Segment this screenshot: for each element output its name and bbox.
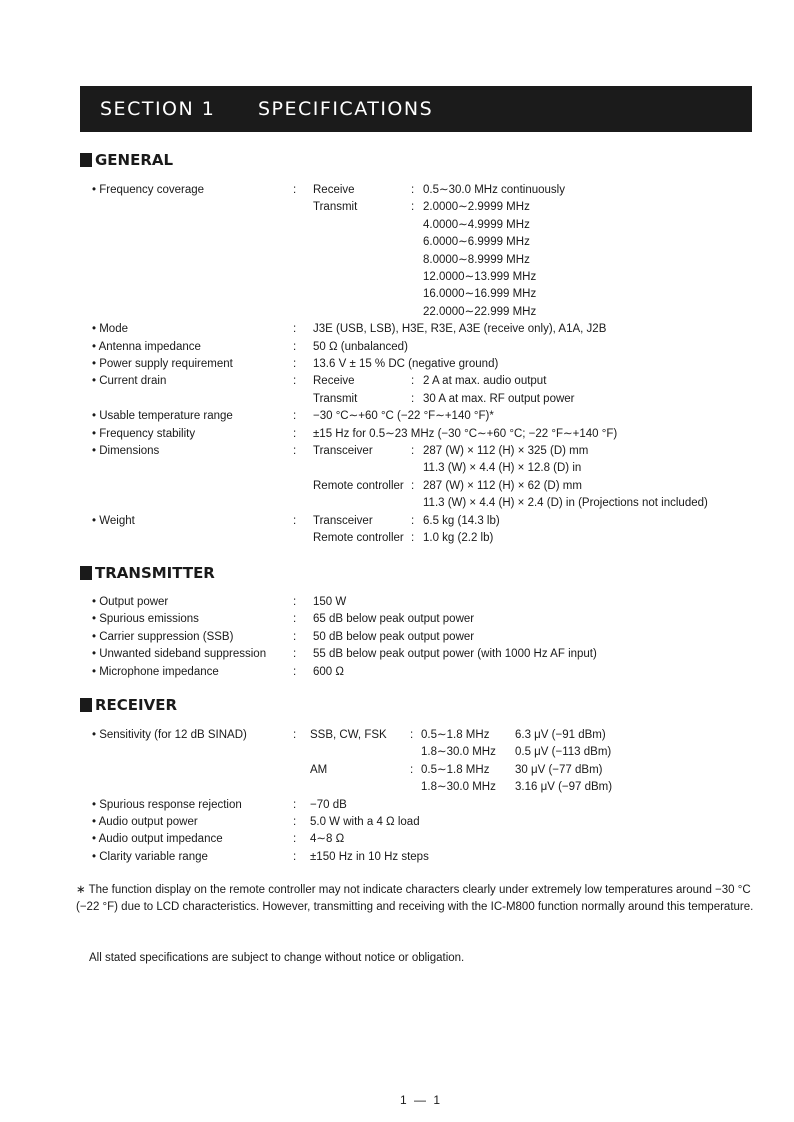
spec-sub-value: 2.0000∼2.9999 MHz bbox=[423, 201, 530, 214]
spec-row bbox=[0, 646, 794, 663]
receiver-heading: RECEIVER bbox=[80, 696, 177, 714]
spec-value: 65 dB below peak output power bbox=[313, 613, 475, 626]
spec-sub-value: 6.0000∼6.9999 MHz bbox=[423, 236, 530, 249]
spec-row bbox=[0, 234, 794, 251]
spec-value: 5.0 W with a 4 Ω load bbox=[310, 816, 420, 828]
spec-row bbox=[0, 356, 794, 373]
spec-colon: : bbox=[293, 850, 297, 863]
spec-row bbox=[0, 664, 794, 681]
spec-sub-value: 4.0000∼4.9999 MHz bbox=[423, 218, 530, 231]
spec-label: • Sensitivity (for 12 dB SINAD) bbox=[92, 729, 247, 741]
spec-label: • Audio output power bbox=[92, 816, 198, 828]
spec-sub-value: 1.8∼30.0 MHz bbox=[421, 746, 496, 759]
spec-value: ±150 Hz in 10 Hz steps bbox=[310, 850, 429, 863]
spec-label: • Usable temperature range bbox=[92, 410, 233, 423]
spec-sub-colon: : bbox=[411, 532, 415, 544]
spec-sub-colon: : bbox=[411, 445, 415, 457]
spec-sub-value: 30 A at max. RF output power bbox=[423, 392, 575, 405]
spec-colon: : bbox=[293, 514, 297, 527]
spec-sub-colon: : bbox=[410, 729, 414, 741]
spec-row bbox=[0, 408, 794, 425]
spec-value: Receive bbox=[313, 184, 355, 196]
spec-colon: : bbox=[293, 665, 297, 678]
disclaimer: All stated specifications are subject to change without notice or obligation. bbox=[89, 952, 465, 964]
spec-colon: : bbox=[293, 184, 297, 196]
spec-row bbox=[0, 443, 794, 460]
spec-label: • Mode bbox=[92, 323, 128, 336]
spec-sub-colon: : bbox=[411, 514, 415, 527]
spec-sub-colon: : bbox=[411, 375, 415, 388]
general-heading: GENERAL bbox=[80, 151, 173, 169]
spec-value: Transmit bbox=[313, 201, 358, 214]
spec-value: SSB, CW, FSK bbox=[310, 729, 387, 741]
spec-label: • Frequency coverage bbox=[92, 184, 205, 196]
spec-row bbox=[0, 252, 794, 269]
spec-sub-value: 2 A at max. audio output bbox=[423, 375, 547, 388]
spec-row bbox=[0, 426, 794, 443]
spec-colon: : bbox=[293, 833, 297, 846]
section-title: SPECIFICATIONS bbox=[258, 98, 434, 120]
spec-row bbox=[0, 831, 794, 848]
temperature-footnote: ∗ The function display on the remote controller may not indicate characters clearly under extremely low temperatures around −30 °C (−22 °F) due to LCD characteristics. However, transmitting and receiving with the IC-M800 function normally around this temperature. bbox=[76, 884, 754, 914]
spec-sub-colon: : bbox=[411, 479, 415, 492]
spec-row bbox=[0, 814, 794, 831]
spec-sub-colon: : bbox=[411, 184, 415, 196]
spec-colon: : bbox=[293, 798, 297, 811]
spec-label: • Dimensions bbox=[92, 445, 160, 457]
spec-label: • Power supply requirement bbox=[92, 358, 233, 370]
spec-label: • Audio output impedance bbox=[92, 833, 223, 846]
spec-colon: : bbox=[293, 375, 297, 388]
spec-row bbox=[0, 762, 794, 779]
spec-sensitivity-value: 0.5 μV (−113 dBm) bbox=[515, 746, 612, 759]
spec-label: • Output power bbox=[92, 596, 169, 608]
spec-row bbox=[0, 849, 794, 866]
spec-row bbox=[0, 629, 794, 646]
spec-sub-value: 1.8∼30.0 MHz bbox=[421, 781, 496, 794]
spec-row bbox=[0, 495, 794, 512]
spec-label: • Spurious response rejection bbox=[92, 798, 242, 811]
spec-sub-value: 11.3 (W) × 4.4 (H) × 2.4 (D) in (Projections not included) bbox=[423, 497, 708, 510]
spec-label: • Frequency stability bbox=[92, 427, 196, 440]
spec-value: 4∼8 Ω bbox=[310, 833, 345, 846]
spec-row bbox=[0, 779, 794, 796]
section-banner bbox=[80, 86, 752, 132]
spec-sub-value: 11.3 (W) × 4.4 (H) × 12.8 (D) in bbox=[423, 462, 582, 475]
spec-row bbox=[0, 199, 794, 216]
spec-value: Receive bbox=[313, 375, 355, 388]
spec-colon: : bbox=[293, 445, 297, 457]
spec-sub-colon: : bbox=[411, 392, 415, 405]
spec-label: • Weight bbox=[92, 514, 135, 527]
spec-row bbox=[0, 744, 794, 761]
spec-row bbox=[0, 286, 794, 303]
square-bullet-icon bbox=[80, 566, 92, 580]
page-number: 1 — 1 bbox=[400, 1093, 443, 1107]
spec-row bbox=[0, 478, 794, 495]
spec-value: Remote controller bbox=[313, 532, 404, 544]
transmitter-heading: TRANSMITTER bbox=[80, 564, 215, 582]
spec-row bbox=[0, 269, 794, 286]
spec-row bbox=[0, 727, 794, 744]
spec-sensitivity-value: 30 μV (−77 dBm) bbox=[515, 763, 603, 776]
spec-sub-value: 8.0000∼8.9999 MHz bbox=[423, 253, 530, 266]
spec-row bbox=[0, 530, 794, 547]
spec-label: • Microphone impedance bbox=[92, 665, 219, 678]
spec-sub-colon: : bbox=[410, 763, 414, 776]
spec-value: 55 dB below peak output power (with 1000 Hz AF input) bbox=[313, 648, 597, 661]
spec-colon: : bbox=[293, 613, 297, 626]
spec-value: Transmit bbox=[313, 392, 358, 405]
spec-sub-value: 12.0000∼13.999 MHz bbox=[423, 271, 537, 283]
spec-colon: : bbox=[293, 427, 297, 440]
section-number: SECTION 1 bbox=[100, 98, 216, 120]
spec-value: −70 dB bbox=[310, 798, 347, 811]
spec-row bbox=[0, 304, 794, 321]
spec-value: Remote controller bbox=[313, 479, 404, 492]
spec-sub-value: 287 (W) × 112 (H) × 325 (D) mm bbox=[423, 445, 589, 457]
spec-row bbox=[0, 391, 794, 408]
spec-value: ±15 Hz for 0.5∼23 MHz (−30 °C∼+60 °C; −22 °F∼+140 °F) bbox=[313, 427, 618, 440]
square-bullet-icon bbox=[80, 698, 92, 712]
spec-row bbox=[0, 611, 794, 628]
spec-sub-value: 0.5∼1.8 MHz bbox=[421, 763, 490, 776]
spec-sensitivity-value: 3.16 μV (−97 dBm) bbox=[515, 781, 613, 794]
spec-sub-value: 0.5∼30.0 MHz continuously bbox=[423, 184, 565, 196]
spec-label: • Spurious emissions bbox=[92, 613, 199, 626]
spec-colon: : bbox=[293, 729, 297, 741]
spec-sensitivity-value: 6.3 μV (−91 dBm) bbox=[515, 729, 606, 741]
spec-value: 50 Ω (unbalanced) bbox=[313, 340, 408, 353]
spec-row bbox=[0, 339, 794, 356]
spec-value: 600 Ω bbox=[313, 665, 344, 678]
spec-row bbox=[0, 373, 794, 390]
spec-sub-value: 22.0000∼22.999 MHz bbox=[423, 305, 537, 318]
spec-sub-value: 16.0000∼16.999 MHz bbox=[423, 288, 537, 301]
spec-label: • Current drain bbox=[92, 375, 167, 388]
spec-value: AM bbox=[310, 763, 328, 776]
spec-row bbox=[0, 797, 794, 814]
spec-colon: : bbox=[293, 358, 297, 370]
spec-row bbox=[0, 321, 794, 338]
spec-sub-colon: : bbox=[411, 201, 415, 214]
spec-colon: : bbox=[293, 410, 297, 423]
spec-row bbox=[0, 460, 794, 477]
spec-sub-value: 0.5∼1.8 MHz bbox=[421, 729, 490, 741]
spec-row bbox=[0, 594, 794, 611]
spec-label: • Antenna impedance bbox=[92, 340, 201, 353]
square-bullet-icon bbox=[80, 153, 92, 167]
spec-colon: : bbox=[293, 323, 297, 336]
spec-value: Transceiver bbox=[313, 445, 373, 457]
spec-row bbox=[0, 217, 794, 234]
spec-value: J3E (USB, LSB), H3E, R3E, A3E (receive only), A1A, J2B bbox=[313, 323, 607, 336]
spec-sub-value: 287 (W) × 112 (H) × 62 (D) mm bbox=[423, 479, 582, 492]
spec-value: Transceiver bbox=[313, 514, 373, 527]
spec-row bbox=[0, 182, 794, 199]
spec-sub-value: 1.0 kg (2.2 lb) bbox=[423, 532, 494, 544]
spec-label: • Carrier suppression (SSB) bbox=[92, 630, 234, 643]
spec-colon: : bbox=[293, 648, 297, 661]
spec-colon: : bbox=[293, 630, 297, 643]
spec-value: −30 °C∼+60 °C (−22 °F∼+140 °F)* bbox=[313, 410, 494, 423]
spec-colon: : bbox=[293, 340, 297, 353]
spec-sub-value: 6.5 kg (14.3 lb) bbox=[423, 514, 500, 527]
spec-label: • Unwanted sideband suppression bbox=[92, 648, 267, 661]
spec-value: 13.6 V ± 15 % DC (negative ground) bbox=[313, 358, 499, 370]
spec-colon: : bbox=[293, 596, 297, 608]
spec-colon: : bbox=[293, 816, 297, 828]
spec-row bbox=[0, 513, 794, 530]
spec-value: 150 W bbox=[313, 596, 347, 608]
spec-value: 50 dB below peak output power bbox=[313, 630, 475, 643]
spec-label: • Clarity variable range bbox=[92, 850, 208, 863]
